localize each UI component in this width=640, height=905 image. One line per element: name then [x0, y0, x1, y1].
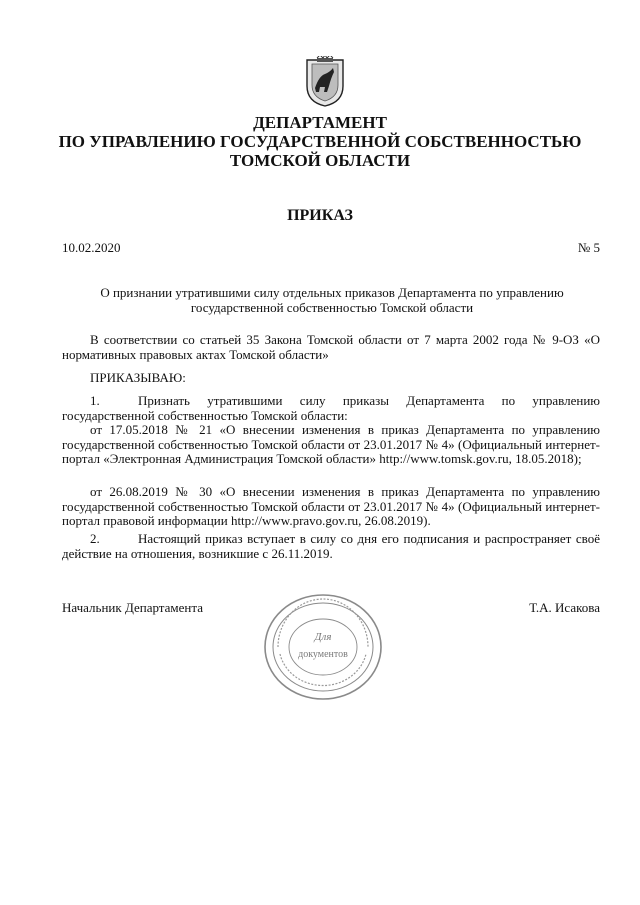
item-text: Настоящий приказ вступает в силу со дня его подписания и распространяет своё действие на отношения, возникшие с 26.11.2019. [62, 531, 600, 561]
official-stamp [262, 592, 384, 702]
order-item-2 [62, 532, 600, 561]
document-number: № 5 [577, 240, 600, 255]
item-text: Признать утратившими силу приказы Департамента по управлению государственной собственностью Томской области: [62, 393, 600, 423]
item-number: 1. [90, 393, 100, 408]
order-word: ПРИКАЗЫВАЮ: [90, 370, 186, 385]
document-type: ПРИКАЗ [287, 207, 353, 224]
signature-name: Т.А. Исакова [529, 600, 600, 615]
order-item-1 [62, 394, 600, 423]
order-subitem-2: от 26.08.2019 № 30 «О внесении изменения в приказ Департамента по управлению государственной собственностью Томской области от 23.01.2017 № 4» (Официальный интернет-портал правовой информации http://www.pravo.gov.ru, 26.08.2019). [62, 484, 600, 528]
order-subitem-1: от 17.05.2018 № 21 «О внесении изменения в приказ Департамента по управлению государственной собственностью Томской области от 23.01.2017 № 4» (Официальный интернет-портал «Электронная Администрация Томской области» http://www.tomsk.gov.ru, 18.05.2018); [62, 422, 600, 466]
header-line-2: ПО УПРАВЛЕНИЮ ГОСУДАРСТВЕННОЙ СОБСТВЕННОСТЬЮ [58, 132, 582, 151]
preamble: В соответствии со статьей 35 Закона Томской области от 7 марта 2002 года № 9-ОЗ «О нормативных правовых актах Томской области» [62, 332, 600, 362]
header-line-1: ДЕПАРТАМЕНТ [253, 113, 387, 132]
stamp-text-2: документов [298, 649, 348, 660]
document-title: О признании утратившими силу отдельных приказов Департамента по управлению государственной собственностью Томской области [100, 285, 564, 315]
tomsk-coat-of-arms-icon [303, 56, 347, 108]
signature-position: Начальник Департамента [62, 600, 203, 615]
stamp-text-1: Для [314, 631, 332, 643]
header-line-3: ТОМСКОЙ ОБЛАСТИ [229, 151, 411, 170]
document-date: 10.02.2020 [62, 240, 121, 255]
item-number: 2. [90, 531, 100, 546]
